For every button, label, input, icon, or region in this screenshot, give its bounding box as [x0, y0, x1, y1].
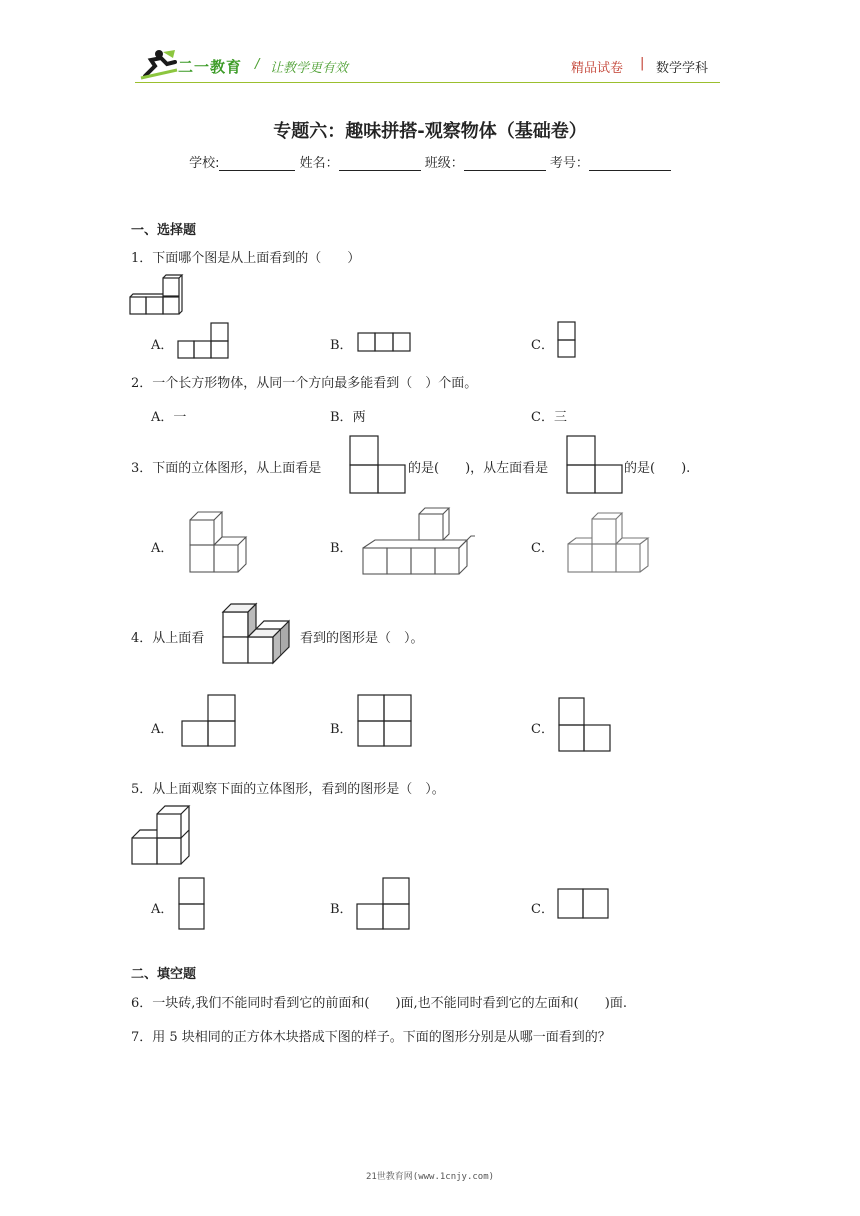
q4-option-b-figure	[357, 694, 413, 748]
school-field[interactable]	[219, 157, 295, 171]
q1-option-b-figure	[357, 332, 412, 352]
question-3-part2: 的是( )，从左面看是	[408, 461, 549, 476]
class-label: 班级：	[424, 156, 464, 171]
question-4-part1: 4．从上面看	[131, 631, 205, 646]
q5-option-b-label[interactable]: B．	[330, 902, 353, 917]
header-subject: 数学学科	[656, 61, 709, 76]
q1-option-c-label[interactable]: C．	[531, 338, 554, 353]
question-7: 7．用 5 块相同的正方体木块搭成下图的样子。下面的图形分别是从哪一面看到的？	[131, 1030, 611, 1045]
q2-option-a[interactable]	[151, 406, 186, 425]
school-label: 学校:	[189, 156, 220, 171]
q2-option-b-letter: B．	[330, 410, 353, 425]
question-3-part3: 的是( ).	[624, 461, 691, 476]
q1-option-b-label[interactable]: B．	[330, 338, 353, 353]
logo-text: 二一教育	[178, 58, 243, 76]
q3-option-a-label[interactable]: A．	[151, 541, 174, 556]
question-6: 6．一块砖,我们不能同时看到它的前面和( )面,也不能同时看到它的左面和( )面.	[131, 996, 627, 1011]
q3-left-view-figure	[566, 435, 624, 494]
q3-option-c-figure	[566, 509, 654, 575]
exam-no-field[interactable]	[589, 157, 671, 171]
page-footer: 21世教育网(www.1cnjy.com)	[365, 1172, 495, 1182]
q2-option-a-letter: A．	[151, 410, 174, 425]
header-separator: /	[255, 57, 260, 72]
q5-figure	[130, 805, 192, 867]
q5-option-c-label[interactable]: C．	[531, 902, 554, 917]
q2-option-b-text: 两	[352, 410, 366, 425]
q3-option-a-figure	[188, 510, 248, 574]
q5-option-a-figure	[178, 877, 206, 931]
q3-top-view-figure	[349, 435, 407, 494]
question-2: 2．一个长方形物体，从同一个方向最多能看到（ ）个面。	[131, 376, 478, 391]
slogan: 让教学更有效	[270, 61, 349, 76]
header-rule	[135, 82, 720, 83]
q5-option-a-label[interactable]: A．	[151, 902, 174, 917]
q2-option-c[interactable]	[531, 406, 567, 425]
q3-option-c-label[interactable]: C．	[531, 541, 554, 556]
q2-option-c-text: 三	[553, 410, 567, 425]
q1-option-a-label[interactable]: A．	[151, 338, 174, 353]
question-1: 1．下面哪个图是从上面看到的（ ）	[131, 251, 361, 266]
q4-option-b-label[interactable]: B．	[330, 722, 353, 737]
q2-option-b[interactable]	[330, 406, 366, 425]
q4-option-c-label[interactable]: C．	[531, 722, 554, 737]
student-info	[0, 152, 860, 171]
q3-option-b-label[interactable]: B．	[330, 541, 353, 556]
q4-option-a-figure	[181, 694, 237, 748]
header-divider: |	[640, 56, 645, 71]
q4-option-c-figure	[558, 697, 612, 753]
page-title: 专题六：趣味拼搭-观察物体（基础卷）	[273, 121, 587, 142]
section-heading-fill: 二、填空题	[131, 967, 197, 982]
q1-option-c-figure	[557, 321, 577, 359]
q1-option-a-figure	[177, 322, 229, 359]
question-4-part2: 看到的图形是（ ）。	[300, 631, 424, 646]
q3-option-b-figure	[361, 506, 477, 578]
q1-figure	[129, 275, 184, 317]
exam-no-label: 考号：	[549, 156, 589, 171]
q5-option-b-figure	[356, 877, 412, 931]
q2-option-a-text: 一	[173, 410, 187, 425]
q2-option-c-letter: C．	[531, 410, 554, 425]
class-field[interactable]	[464, 157, 546, 171]
q4-option-a-label[interactable]: A．	[151, 722, 174, 737]
header-label: 精品试卷	[571, 61, 624, 76]
name-field[interactable]	[339, 157, 421, 171]
section-heading-choice: 一、选择题	[131, 223, 197, 238]
name-label: 姓名：	[299, 156, 339, 171]
runner-logo-icon	[137, 48, 179, 80]
question-3-part1: 3．下面的立体图形，从上面看是	[131, 461, 322, 476]
q4-figure	[221, 603, 293, 665]
q5-option-c-figure	[557, 888, 611, 920]
question-5: 5．从上面观察下面的立体图形，看到的图形是（ ）。	[131, 782, 445, 797]
